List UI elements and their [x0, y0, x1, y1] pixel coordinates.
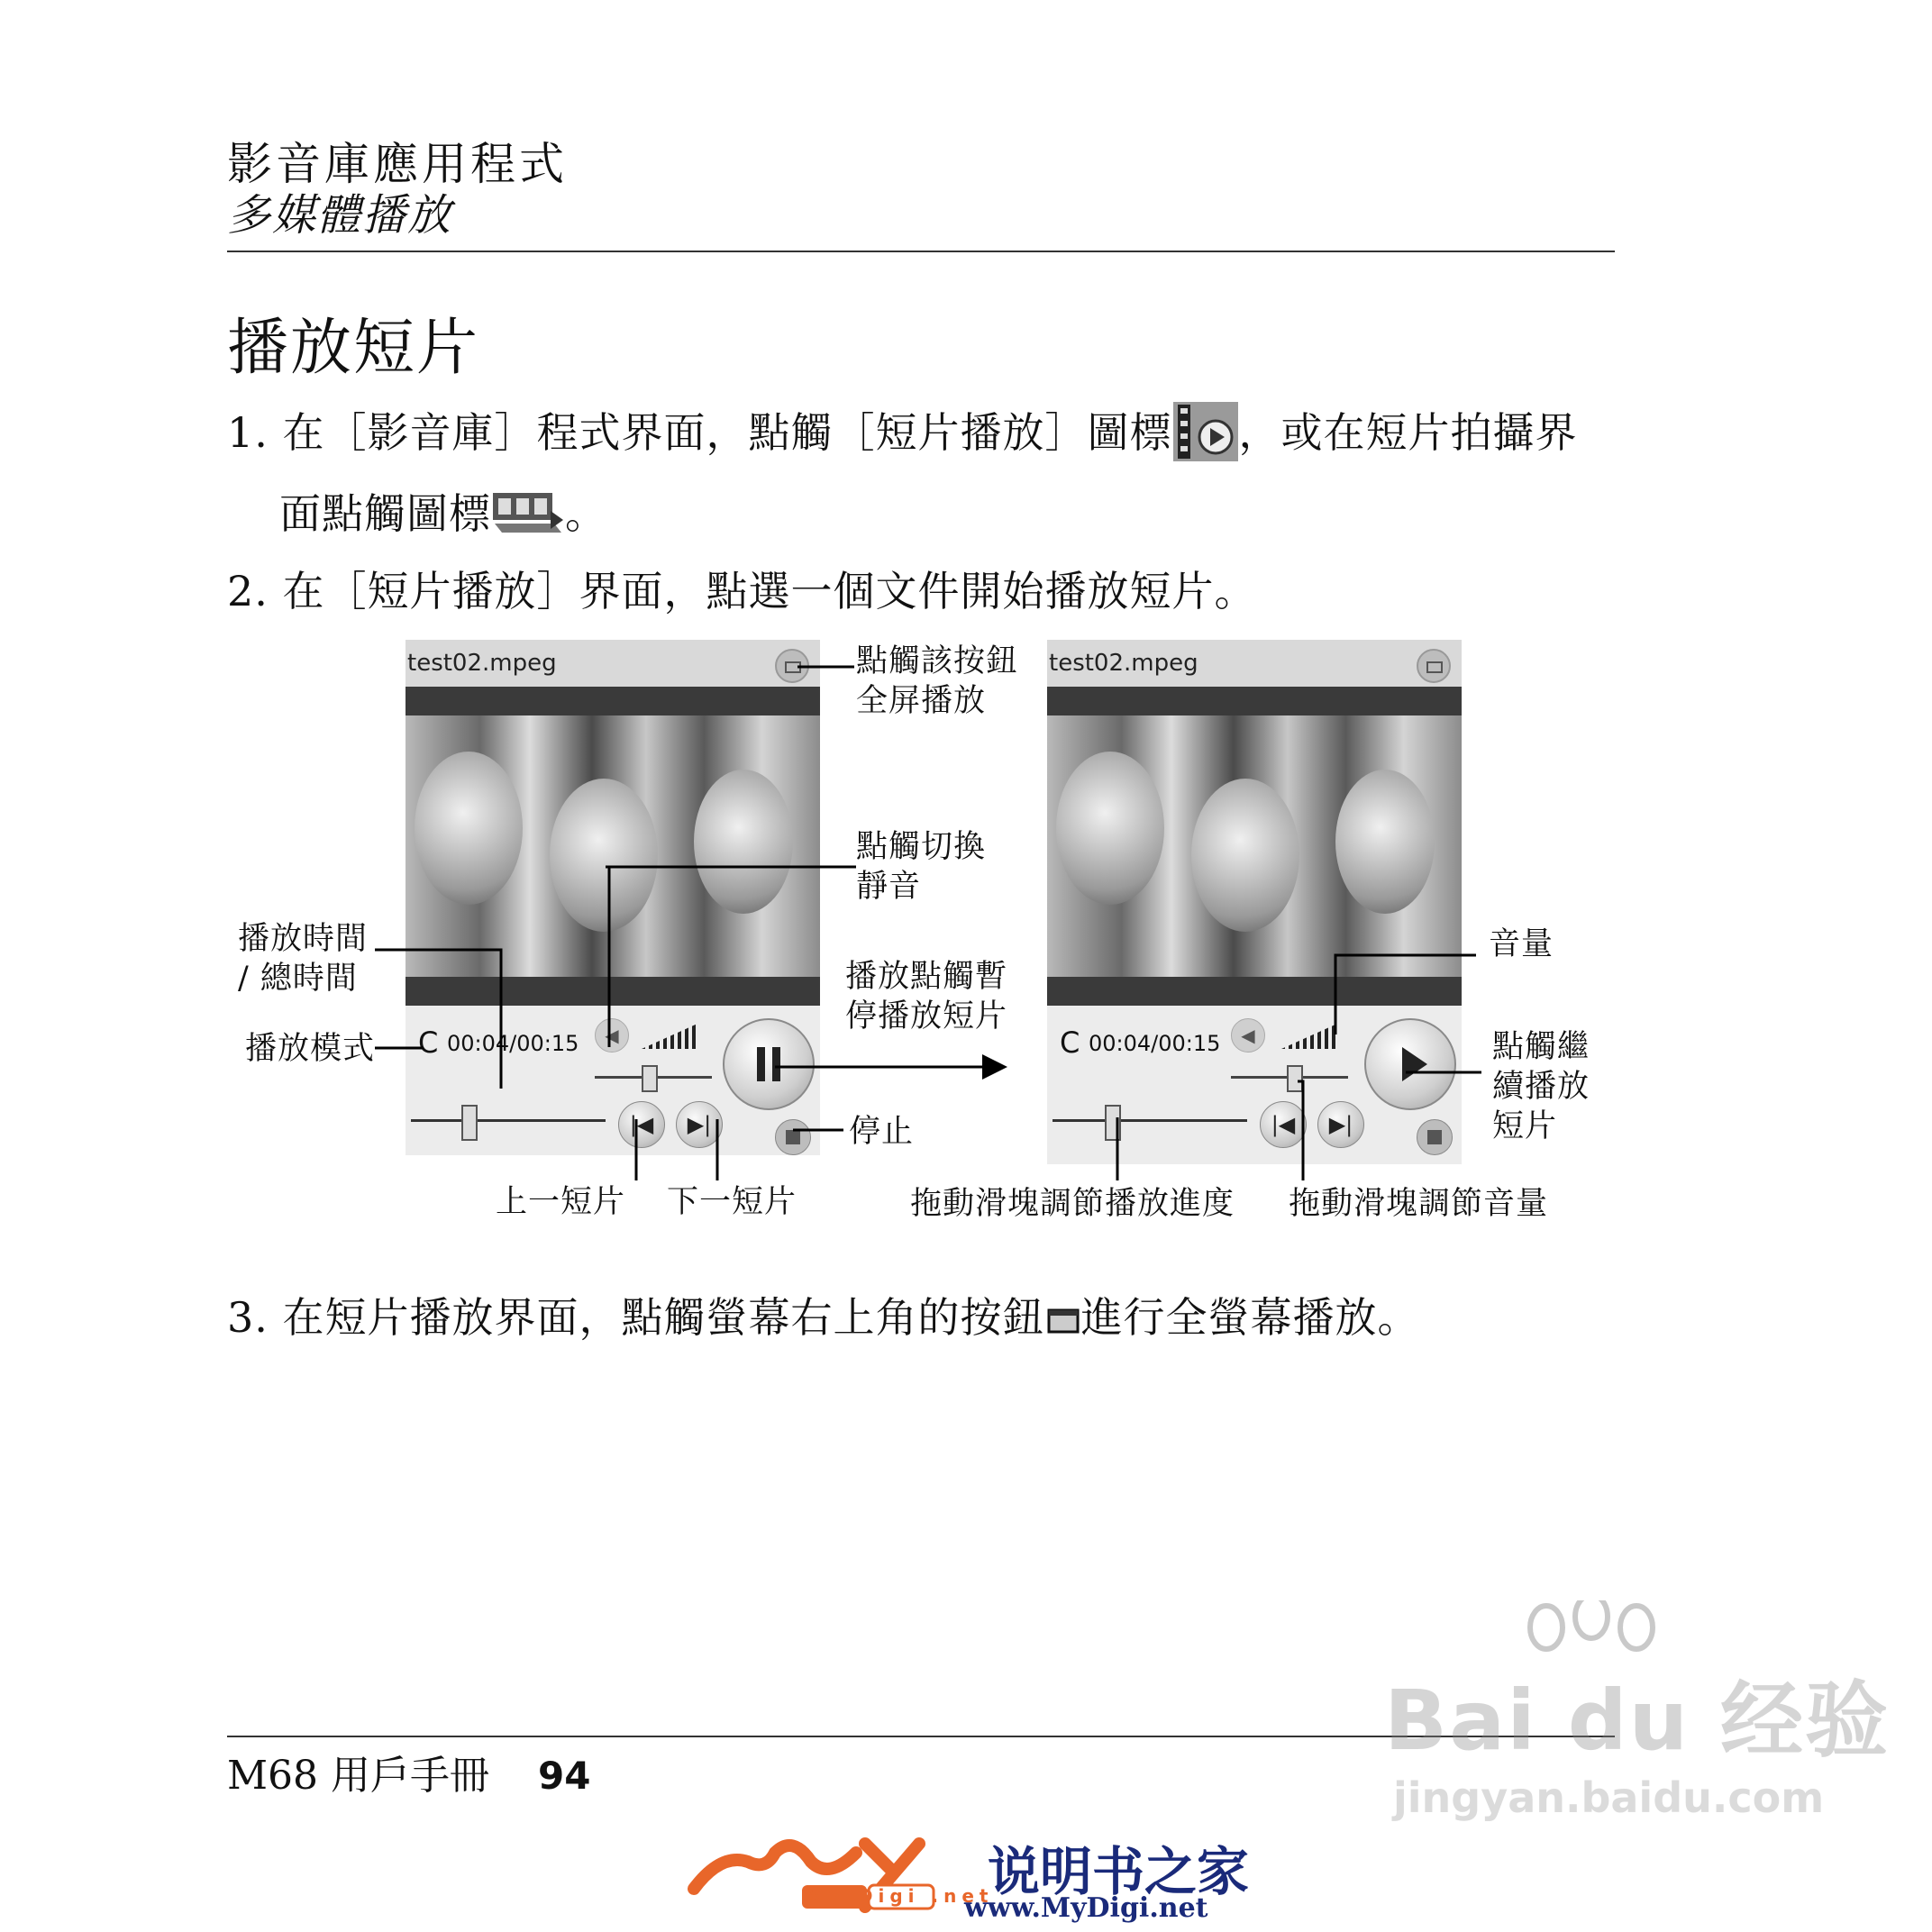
- step-2: 2. 在［短片播放］界面，點選一個文件開始播放短片。: [227, 567, 1257, 615]
- section-title: 播放短片: [227, 313, 480, 384]
- label-line: 短片: [1492, 1108, 1558, 1144]
- label-volume: 音量: [1489, 926, 1554, 962]
- label-resume: [1492, 1027, 1590, 1146]
- label-line: 播放時間: [238, 921, 369, 957]
- time-display: 00:04/00:15: [447, 1031, 579, 1056]
- speaker-icon[interactable]: ◀: [595, 1018, 629, 1053]
- fullscreen-icon: [1045, 1297, 1081, 1345]
- label-play-time: [238, 919, 368, 998]
- label-stop: 停止: [849, 1114, 915, 1150]
- label-line: 點觸切換: [856, 829, 987, 865]
- mydigi-url: www.MyDigi.net: [964, 1892, 1208, 1924]
- speaker-icon[interactable]: ◀: [1231, 1018, 1265, 1053]
- step-1-text-c: 面點觸圖標: [279, 489, 491, 538]
- footer: [227, 1743, 590, 1800]
- label-line: 播放點觸暫: [845, 959, 1008, 995]
- label-pause: [845, 957, 1007, 1036]
- label-line: 點觸繼: [1492, 1029, 1590, 1065]
- label-volume-drag: 拖動滑塊調節音量: [1289, 1186, 1549, 1222]
- previous-icon[interactable]: |◀: [618, 1101, 665, 1148]
- label-next: 下一短片: [667, 1184, 797, 1220]
- mydigi-logo-text: My Digi .net: [806, 1885, 994, 1907]
- mydigi-watermark: [685, 1826, 1280, 1925]
- step-1-text-b: ，或在短片拍攝界: [1238, 408, 1578, 457]
- chapter-title: 影音庫應用程式: [227, 138, 568, 190]
- step-1-text-a: 1. 在［影音庫］程式界面，點觸［短片播放］圖標: [227, 408, 1172, 457]
- step-1-text-d: 。: [565, 489, 607, 538]
- file-name: test02.mpeg: [406, 640, 820, 687]
- chapter-subtitle: 多媒體播放: [227, 190, 453, 241]
- label-line: 停播放短片: [845, 998, 1008, 1034]
- step-3-text-a: 3. 在短片播放界面，點觸螢幕右上角的按鈕: [227, 1293, 1045, 1342]
- page-number: 94: [538, 1754, 591, 1798]
- paw-icon: [1492, 1600, 1690, 1681]
- mydigi-name: 说明书之家: [988, 1841, 1250, 1902]
- manual-name: M68 用戶手冊: [227, 1753, 490, 1799]
- label-previous: 上一短片: [496, 1184, 626, 1220]
- file-name: test02.mpeg: [1047, 640, 1462, 687]
- time-display: 00:04/00:15: [1089, 1031, 1221, 1056]
- baidu-logo: Bai du 经验: [1384, 1672, 1891, 1769]
- baidu-watermark: [1384, 1654, 1890, 1822]
- label-line: 點觸該按鈕: [856, 643, 1019, 679]
- next-icon[interactable]: ▶|: [676, 1101, 723, 1148]
- previous-icon[interactable]: |◀: [1260, 1101, 1307, 1148]
- label-line: 全屏播放: [856, 683, 987, 719]
- play-mode-icon[interactable]: C: [1060, 1025, 1080, 1060]
- label-progress: 拖動滑塊調節播放進度: [910, 1186, 1235, 1222]
- label-fullscreen: [856, 642, 1018, 721]
- label-line: 靜音: [856, 869, 922, 905]
- step-3-text-b: 進行全螢幕播放。: [1080, 1293, 1420, 1342]
- label-play-mode: 播放模式: [245, 1031, 376, 1067]
- baidu-url: jingyan.baidu.com: [1393, 1773, 1825, 1822]
- play-mode-icon[interactable]: C: [418, 1025, 439, 1060]
- label-mute: [856, 827, 986, 907]
- label-line: 續播放: [1492, 1069, 1590, 1105]
- label-line: / 總時間: [238, 961, 358, 997]
- step-3: [227, 1285, 1420, 1345]
- next-icon[interactable]: ▶|: [1317, 1101, 1364, 1148]
